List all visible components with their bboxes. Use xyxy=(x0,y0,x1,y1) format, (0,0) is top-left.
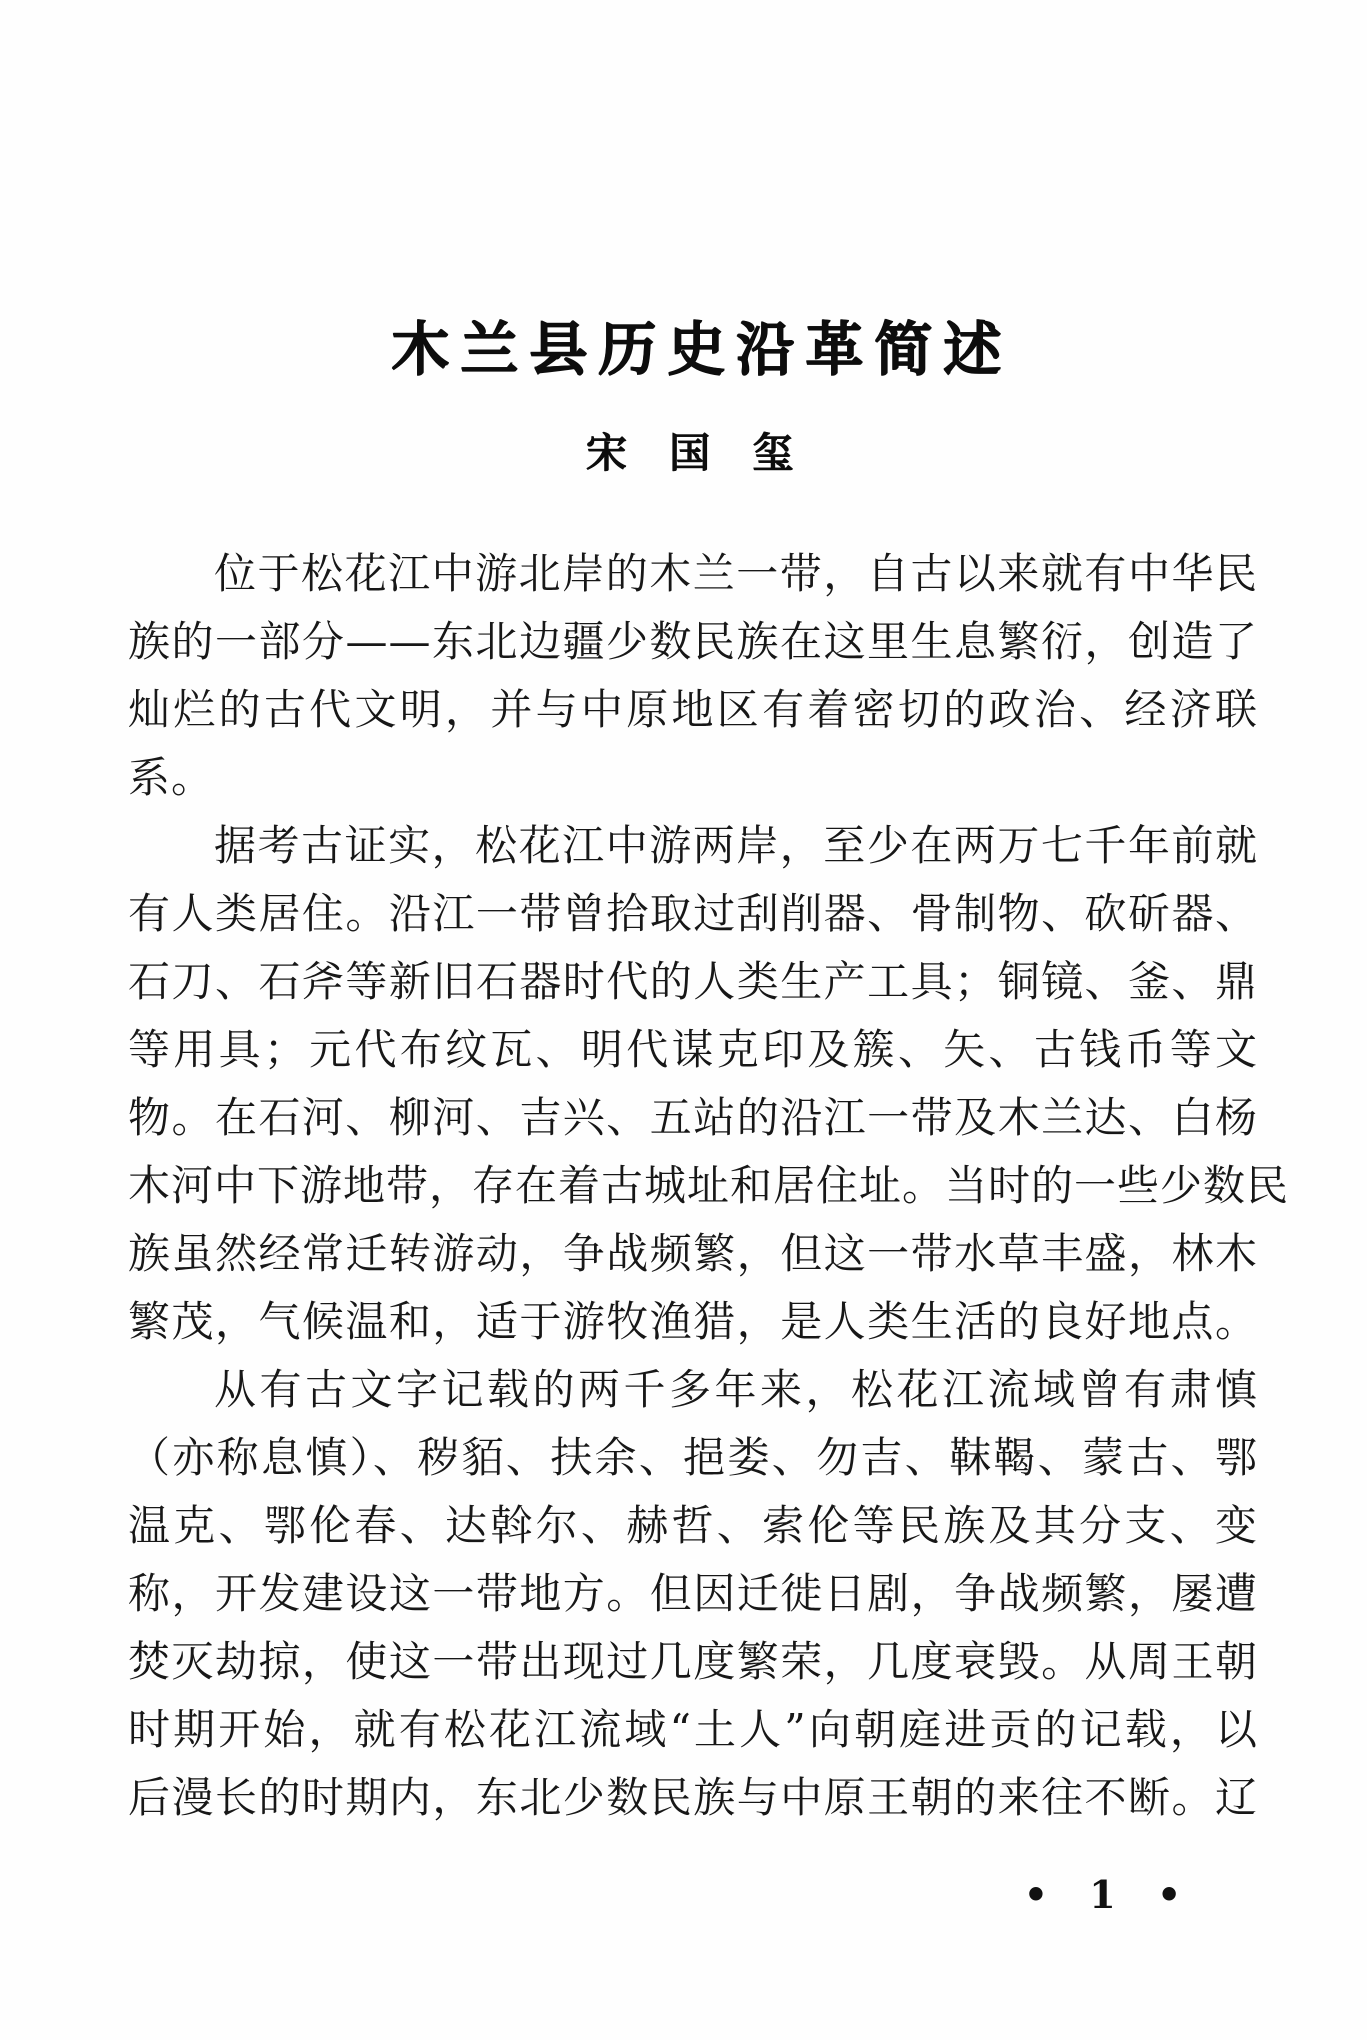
text-line: 等用具；元代布纹瓦、明代谋克印及簇、矢、古钱币等文 xyxy=(128,1025,1258,1074)
text-line: 从有古文字记载的两千多年来，松花江流域曾有肃慎 xyxy=(214,1365,1258,1414)
text-line: 物。在石河、柳河、吉兴、五站的沿江一带及木兰达、白杨 xyxy=(128,1093,1258,1142)
text-line: 后漫长的时期内，东北少数民族与中原王朝的来往不断。辽 xyxy=(128,1773,1258,1822)
text-line: 称，开发建设这一带地方。但因迁徙日剧，争战频繁，屡遭 xyxy=(128,1569,1258,1618)
page-number: • 1 • xyxy=(1023,1872,1182,1917)
text-line: 据考古证实，松花江中游两岸，至少在两万七千年前就 xyxy=(214,821,1258,870)
text-line: 系。 xyxy=(128,753,215,802)
text-line: （亦称息慎）、秽貊、扶余、挹娄、勿吉、靺鞨、蒙古、鄂 xyxy=(128,1433,1258,1482)
text-line: 灿烂的古代文明，并与中原地区有着密切的政治、经济联 xyxy=(128,685,1258,734)
text-line: 时期开始，就有松花江流域“土人”向朝庭进贡的记载，以 xyxy=(128,1705,1258,1754)
body-text xyxy=(128,540,1290,1832)
text-line: 木河中下游地带，存在着古城址和居住址。当时的一些少数民 xyxy=(128,1161,1290,1210)
page-title: 木兰县历史沿革简述 xyxy=(390,315,1012,383)
author-name: 宋 国 玺 xyxy=(585,429,800,477)
text-line: 族虽然经常迁转游动，争战频繁，但这一带水草丰盛，林木 xyxy=(128,1229,1258,1278)
text-line: 有人类居住。沿江一带曾拾取过刮削器、骨制物、砍斫器、 xyxy=(128,889,1258,938)
text-line: 繁茂，气候温和，适于游牧渔猎，是人类生活的良好地点。 xyxy=(128,1297,1258,1346)
text-line: 位于松花江中游北岸的木兰一带，自古以来就有中华民 xyxy=(214,549,1258,598)
text-line: 族的一部分——东北边疆少数民族在这里生息繁衍，创造了 xyxy=(128,617,1258,666)
text-line: 石刀、石斧等新旧石器时代的人类生产工具；铜镜、釜、鼎 xyxy=(128,957,1258,1006)
text-line: 温克、鄂伦春、达斡尔、赫哲、索伦等民族及其分支、变 xyxy=(128,1501,1258,1550)
text-line: 焚灭劫掠，使这一带出现过几度繁荣，几度衰毁。从周王朝 xyxy=(128,1637,1258,1686)
